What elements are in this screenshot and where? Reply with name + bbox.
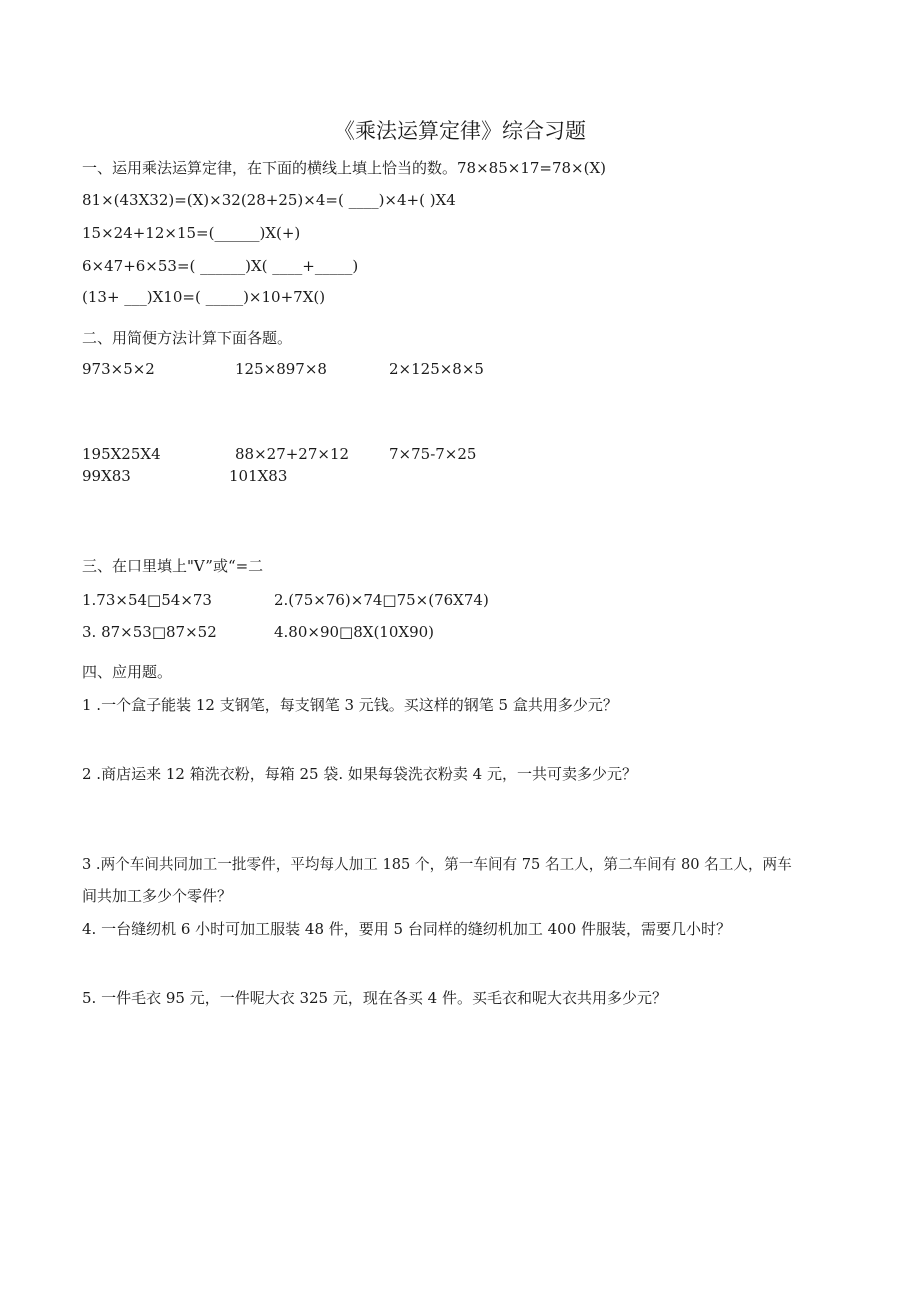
compare-item: 2.(75×76)×74□75×(76X74)	[274, 591, 489, 609]
section-1-line: 81×(43X32)=(X)×32(28+25)×4=( ____)×4+( )X4	[82, 191, 456, 209]
calc-item: 973×5×2	[82, 360, 155, 378]
section-2-heading: 二、用简便方法计算下面各题。	[82, 329, 293, 347]
calc-item: 101X83	[229, 467, 288, 485]
calc-item: 88×27+27×12	[235, 445, 350, 463]
word-problem: 2 .商店运来 12 箱洗衣粉，每箱 25 袋. 如果每袋洗衣粉卖 4 元，一共可卖多少元？	[82, 765, 637, 783]
word-problem: 4. 一台缝纫机 6 小时可加工服装 48 件，要用 5 台同样的缝纫机加工 400 件服装，需要几小时？	[82, 920, 732, 938]
calc-item: 195X25X4	[82, 445, 161, 463]
word-problem: 1 .一个盒子能装 12 支钢笔，每支钢笔 3 元钱。买这样的钢笔 5 盒共用多少元？	[82, 696, 618, 714]
section-1-line: 15×24+12×15=(______)X(+)	[82, 224, 301, 242]
section-3-heading: 三、在口里填上"V”或“=二	[82, 557, 264, 575]
calc-item: 99X83	[82, 467, 131, 485]
calc-item: 2×125×8×5	[389, 360, 484, 378]
word-problem: 3 .两个车间共同加工一批零件，平均每人加工 185 个，第一车间有 75 名工人，第二车间有 80 名工人，两车	[82, 856, 792, 873]
compare-item: 3. 87×53□87×52	[82, 623, 217, 641]
section-1-line: (13+ ___)X10=( _____)×10+7X()	[82, 288, 326, 306]
compare-item: 4.80×90□8X(10X90)	[274, 623, 435, 641]
calc-item: 125×897×8	[235, 360, 327, 378]
word-problem-continued: 间共加工多少个零件？	[82, 887, 233, 905]
page-title: 《乘法运算定律》综合习题	[334, 119, 586, 143]
calc-item: 7×75-7×25	[389, 445, 477, 463]
section-4-heading: 四、应用题。	[82, 663, 173, 681]
section-1-heading: 一、运用乘法运算定律，在下面的横线上填上恰当的数。78×85×17=78×(X)	[82, 159, 607, 177]
word-problem: 5. 一件毛衣 95 元，一件呢大衣 325 元，现在各买 4 件。买毛衣和呢大衣共用多少元？	[82, 989, 667, 1007]
compare-item: 1.73×54□54×73	[82, 591, 212, 609]
section-1-line: 6×47+6×53=( ______)X( ____+_____)	[82, 257, 359, 275]
